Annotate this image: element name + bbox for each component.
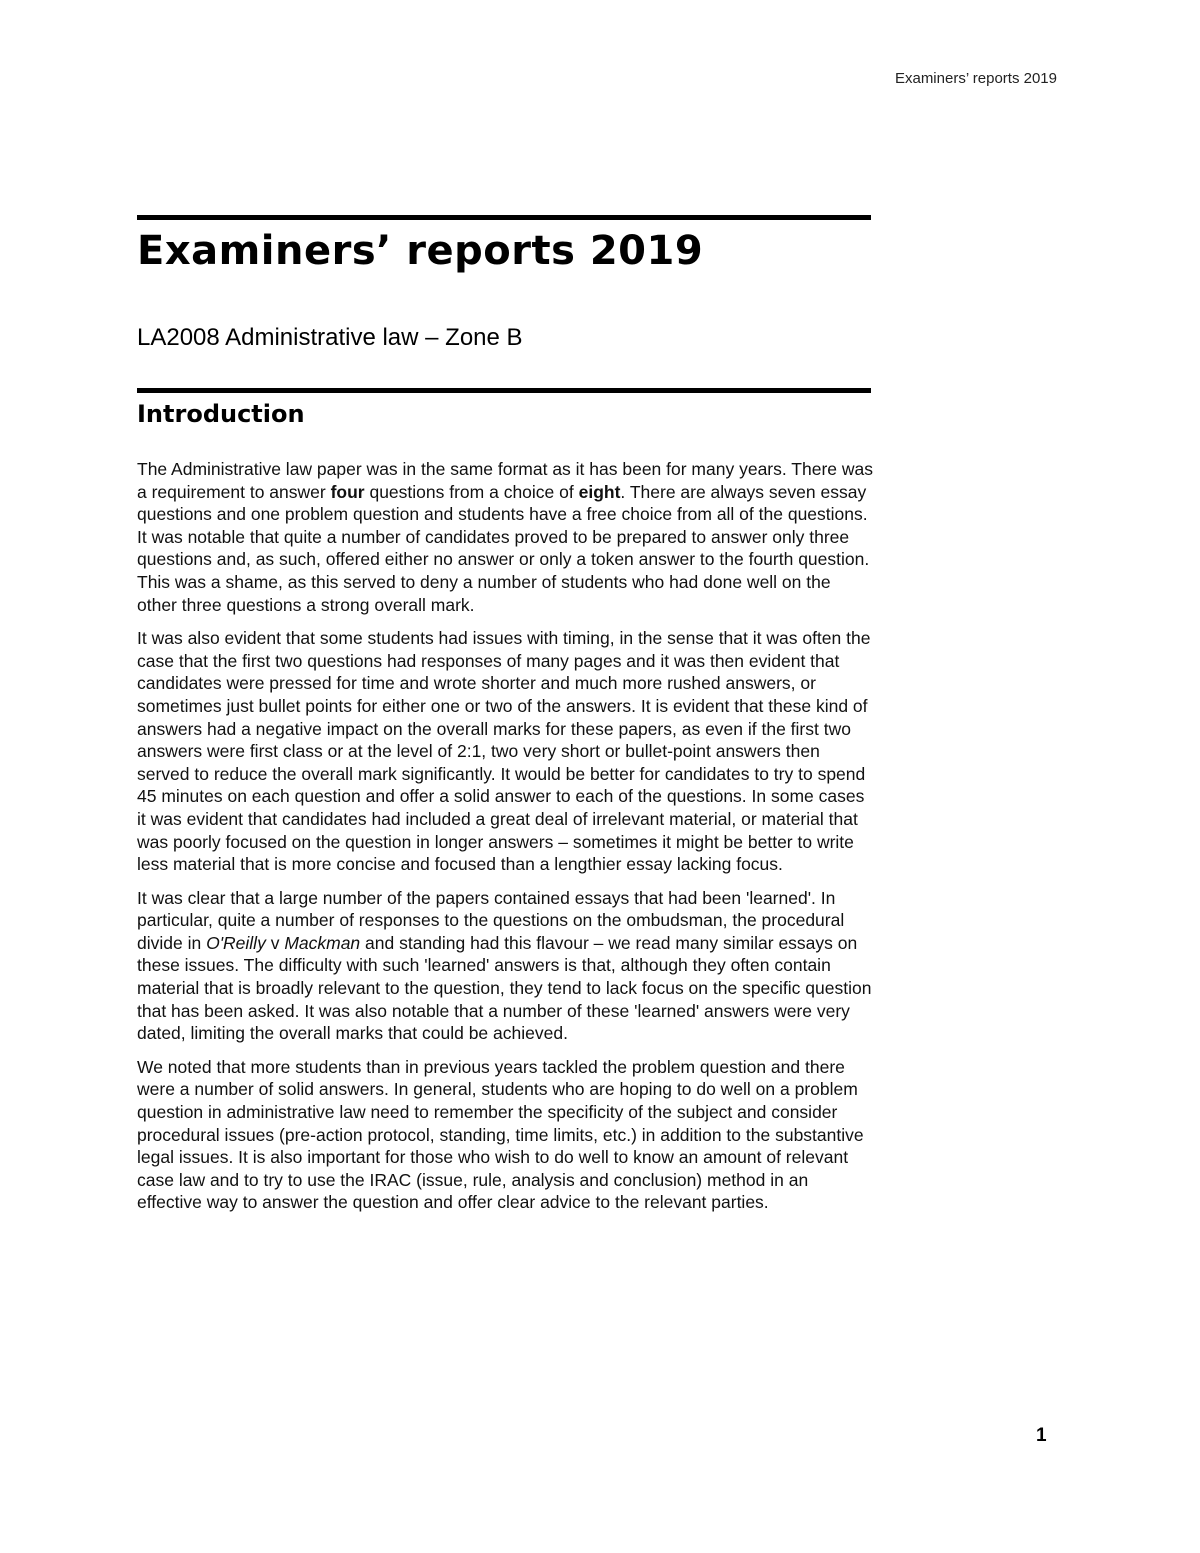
bottom-rule [137, 388, 871, 393]
paragraph-2: It was also evident that some students had issues with timing, in the sense that it was often the case that the first two questions had responses of many pages and it was then evident that candidates were pressed for time and wrote shorter and much more rushed answers, or sometimes just bullet points for either one or two of the answers. It is evident that these kind of answers had a negative impact on the overall marks for these papers, as even if the first two answers were first class or at the level of 2:1, two very short or bullet-point answers then served to reduce the overall mark significantly. It would be better for candidates to try to spend 45 minutes on each question and offer a solid answer to each of the questions. In some cases it was evident that candidates had included a great deal of irrelevant material, or material that was poorly focused on the question in longer answers – sometimes it might be better to write less material that is more concise and focused than a lengthier essay lacking focus. [137, 628, 871, 875]
body-text [137, 458, 875, 1225]
top-rule [137, 215, 871, 220]
page-number: 1 [1036, 1425, 1047, 1446]
course-subtitle: LA2008 Administrative law – Zone B [137, 324, 523, 351]
paragraph-1-bold-four: four [330, 481, 365, 502]
running-header: Examiners’ reports 2019 [894, 70, 1057, 87]
paragraph-1-text-e: . There are always seven essay questions and one problem question and students have a free choice from all of the questions. It was notable that quite a number of candidates proved to be prepared to answer only three questions and, as such, offered either no answer or only a token answer to the fourth question. This was a shame, as this served to deny a number of students who had done well on the other three questions a strong overall mark. [137, 481, 870, 615]
paragraph-3-text-c: v [265, 932, 285, 953]
section-heading-introduction: Introduction [137, 400, 305, 428]
case-name-mackman: Mackman [284, 932, 361, 953]
paragraph-1-bold-eight: eight [578, 481, 621, 502]
paragraph-4: We noted that more students than in previous years tackled the problem question and there were a number of solid answers. In general, students who are hoping to do well on a problem question in administrative law need to remember the specificity of the subject and consider procedural issues (pre-action protocol, standing, time limits, etc.) in addition to the substantive legal issues. It is also important for those who wish to do well to know an amount of relevant case law and to try to use the IRAC (issue, rule, analysis and conclusion) method in an effective way to answer the question and offer clear advice to the relevant parties. [137, 1056, 864, 1213]
paragraph-3 [137, 887, 875, 1045]
paragraph-3-text-e: and standing had this flavour – we read many similar essays on these issues. The difficulty with such 'learned' answers is that, although they often contain material that is broadly relevant to the question, they tend to lack focus on the specific question that has been asked. It was also notable that a number of these 'learned' answers were very dated, limiting the overall marks that could be achieved. [137, 932, 872, 1044]
paragraph-1-text-c: questions from a choice of [364, 481, 579, 502]
paragraph-3-text-a: It was clear that a large number of the papers contained essays that had been 'learned'. In particular, quite a number of responses to the questions on the ombudsman, the procedural divide in [137, 887, 845, 953]
case-name-oreilly: O'Reilly [206, 932, 266, 953]
paragraph-1 [137, 458, 875, 616]
paragraph-1-text-a: The Administrative law paper was in the same format as it has been for many years. There was a requirement to answer [137, 459, 873, 502]
page-title: Examiners’ reports 2019 [137, 228, 704, 274]
